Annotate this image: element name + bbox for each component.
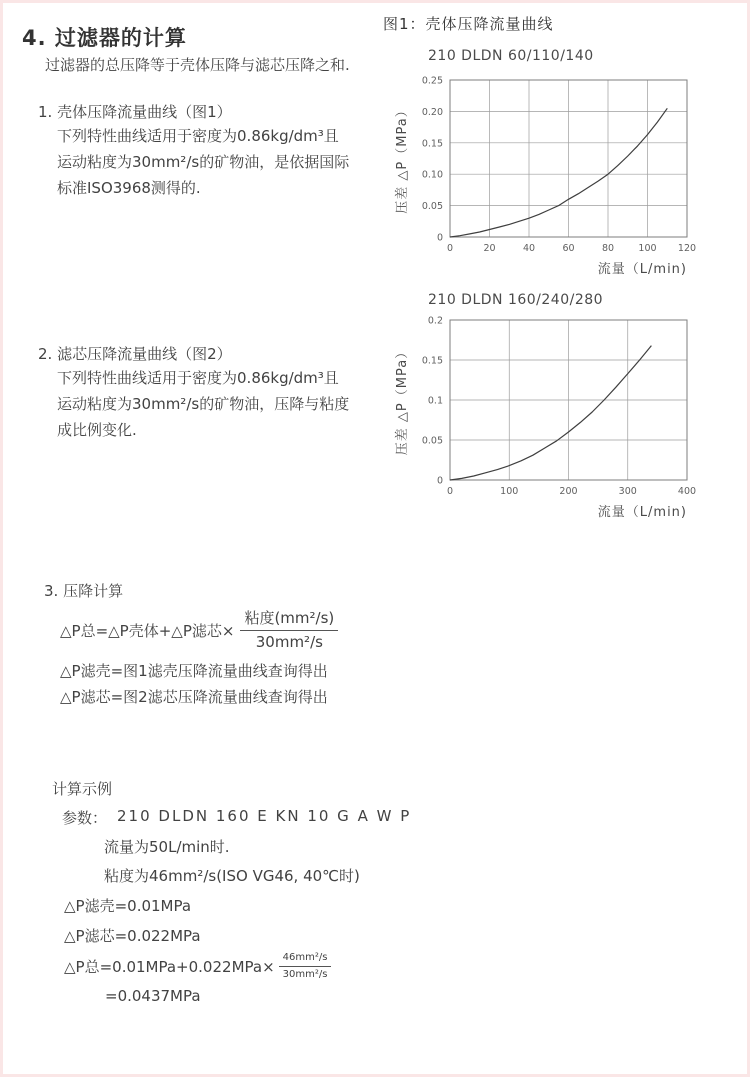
- svg-text:200: 200: [559, 486, 578, 497]
- formula-fraction: [240, 609, 338, 652]
- element-pressure-drop-chart: [393, 308, 705, 526]
- formula-denominator: 30mm²/s: [255, 632, 323, 651]
- param-value: 210 DLDN 160 E KN 10 G A W P: [117, 807, 412, 825]
- svg-text:0.2: 0.2: [427, 315, 443, 327]
- svg-text:20: 20: [483, 243, 496, 254]
- housing-pressure-drop-chart: [393, 64, 705, 282]
- svg-text:0.1: 0.1: [427, 395, 443, 407]
- section-pressure-calc: [44, 580, 338, 710]
- section-2-heading: 2. 滤芯压降流量曲线（图2）: [38, 345, 232, 363]
- svg-text:120: 120: [677, 243, 697, 254]
- example-fraction-numerator: 46mm²/s: [279, 952, 332, 967]
- svg-text:0.10: 0.10: [421, 169, 443, 181]
- example-condition-viscosity: 粘度为46mm²/s(ISO VG46, 40℃时): [104, 867, 360, 885]
- calculation-example: [52, 778, 411, 1005]
- pressure-drop-formula: [60, 609, 338, 652]
- section-2-line: 成比例变化.: [57, 421, 137, 439]
- example-fraction: [279, 952, 332, 981]
- formula-note-1: △P滤壳=图1滤壳压降流量曲线查询得出: [60, 661, 328, 680]
- section-1-line: 运动粘度为30mm²/s的矿物油，是依据国际: [57, 153, 350, 171]
- example-total-result: =0.0437MPa: [105, 987, 201, 1005]
- example-parameters: [62, 807, 411, 828]
- svg-text:流量（L/min): 流量（L/min): [597, 505, 687, 520]
- param-label: 参数：: [62, 809, 108, 827]
- section-2-line: 下列特性曲线适用于密度为0.86kg/dm³且: [57, 369, 339, 387]
- example-condition-flow: 流量为50L/min时.: [104, 838, 230, 856]
- svg-text:60: 60: [562, 243, 575, 254]
- section-housing-curve: [38, 101, 349, 201]
- chart-block-fig2: [393, 292, 705, 530]
- figure-1-caption: 图1：壳体压降流量曲线: [383, 15, 554, 33]
- section-1-body: [57, 123, 349, 201]
- svg-text:0.25: 0.25: [421, 75, 443, 87]
- svg-text:0.20: 0.20: [421, 106, 443, 118]
- formula-numerator: 粘度(mm²/s): [240, 609, 338, 631]
- section-element-curve: [38, 343, 349, 443]
- formula-note-2: △P滤芯=图2滤芯压降流量曲线查询得出: [60, 687, 328, 706]
- formula-lhs: △P总=△P壳体+△P滤芯×: [60, 621, 235, 640]
- svg-text:压差 △P（MPa）: 压差 △P（MPa）: [395, 103, 410, 214]
- example-result-element: △P滤芯=0.022MPa: [64, 927, 201, 945]
- chart-block-fig1: [393, 48, 705, 286]
- example-result-housing: △P滤壳=0.01MPa: [64, 897, 192, 915]
- svg-text:0.05: 0.05: [421, 201, 443, 213]
- chart-2-title: 210 DLDN 160/240/280: [428, 292, 604, 308]
- chart-1-title: 210 DLDN 60/110/140: [428, 48, 594, 64]
- section-3-heading: 3. 压降计算: [44, 582, 124, 600]
- svg-text:400: 400: [677, 486, 697, 497]
- svg-text:流量（L/min): 流量（L/min): [597, 262, 687, 277]
- svg-text:0.15: 0.15: [421, 355, 443, 367]
- svg-text:0: 0: [446, 486, 454, 497]
- section-2-line: 运动粘度为30mm²/s的矿物油，压降与粘度: [57, 395, 350, 413]
- svg-text:0: 0: [446, 243, 454, 254]
- svg-text:0.05: 0.05: [421, 435, 443, 447]
- page-title: 4. 过滤器的计算: [22, 26, 187, 51]
- section-2-body: [57, 365, 349, 443]
- svg-text:40: 40: [522, 243, 536, 254]
- section-1-line: 下列特性曲线适用于密度为0.86kg/dm³且: [57, 127, 339, 145]
- example-heading: 计算示例: [52, 780, 113, 798]
- svg-text:0: 0: [436, 232, 443, 244]
- section-1-heading: 1. 壳体压降流量曲线（图1）: [38, 103, 232, 121]
- svg-text:0: 0: [436, 475, 443, 487]
- section-1-line: 标准ISO3968测得的.: [57, 179, 201, 197]
- example-fraction-denominator: 30mm²/s: [282, 969, 328, 980]
- svg-text:300: 300: [618, 486, 637, 497]
- svg-text:0.15: 0.15: [421, 138, 443, 150]
- example-total-lhs: △P总=0.01MPa+0.022MPa×: [64, 958, 275, 976]
- svg-text:100: 100: [638, 243, 657, 254]
- svg-text:压差 △P（MPa）: 压差 △P（MPa）: [395, 344, 410, 456]
- intro-paragraph: 过滤器的总压降等于壳体压降与滤芯压降之和.: [45, 56, 350, 74]
- example-total-formula: [64, 952, 411, 981]
- svg-text:80: 80: [601, 243, 615, 254]
- svg-text:100: 100: [500, 486, 519, 497]
